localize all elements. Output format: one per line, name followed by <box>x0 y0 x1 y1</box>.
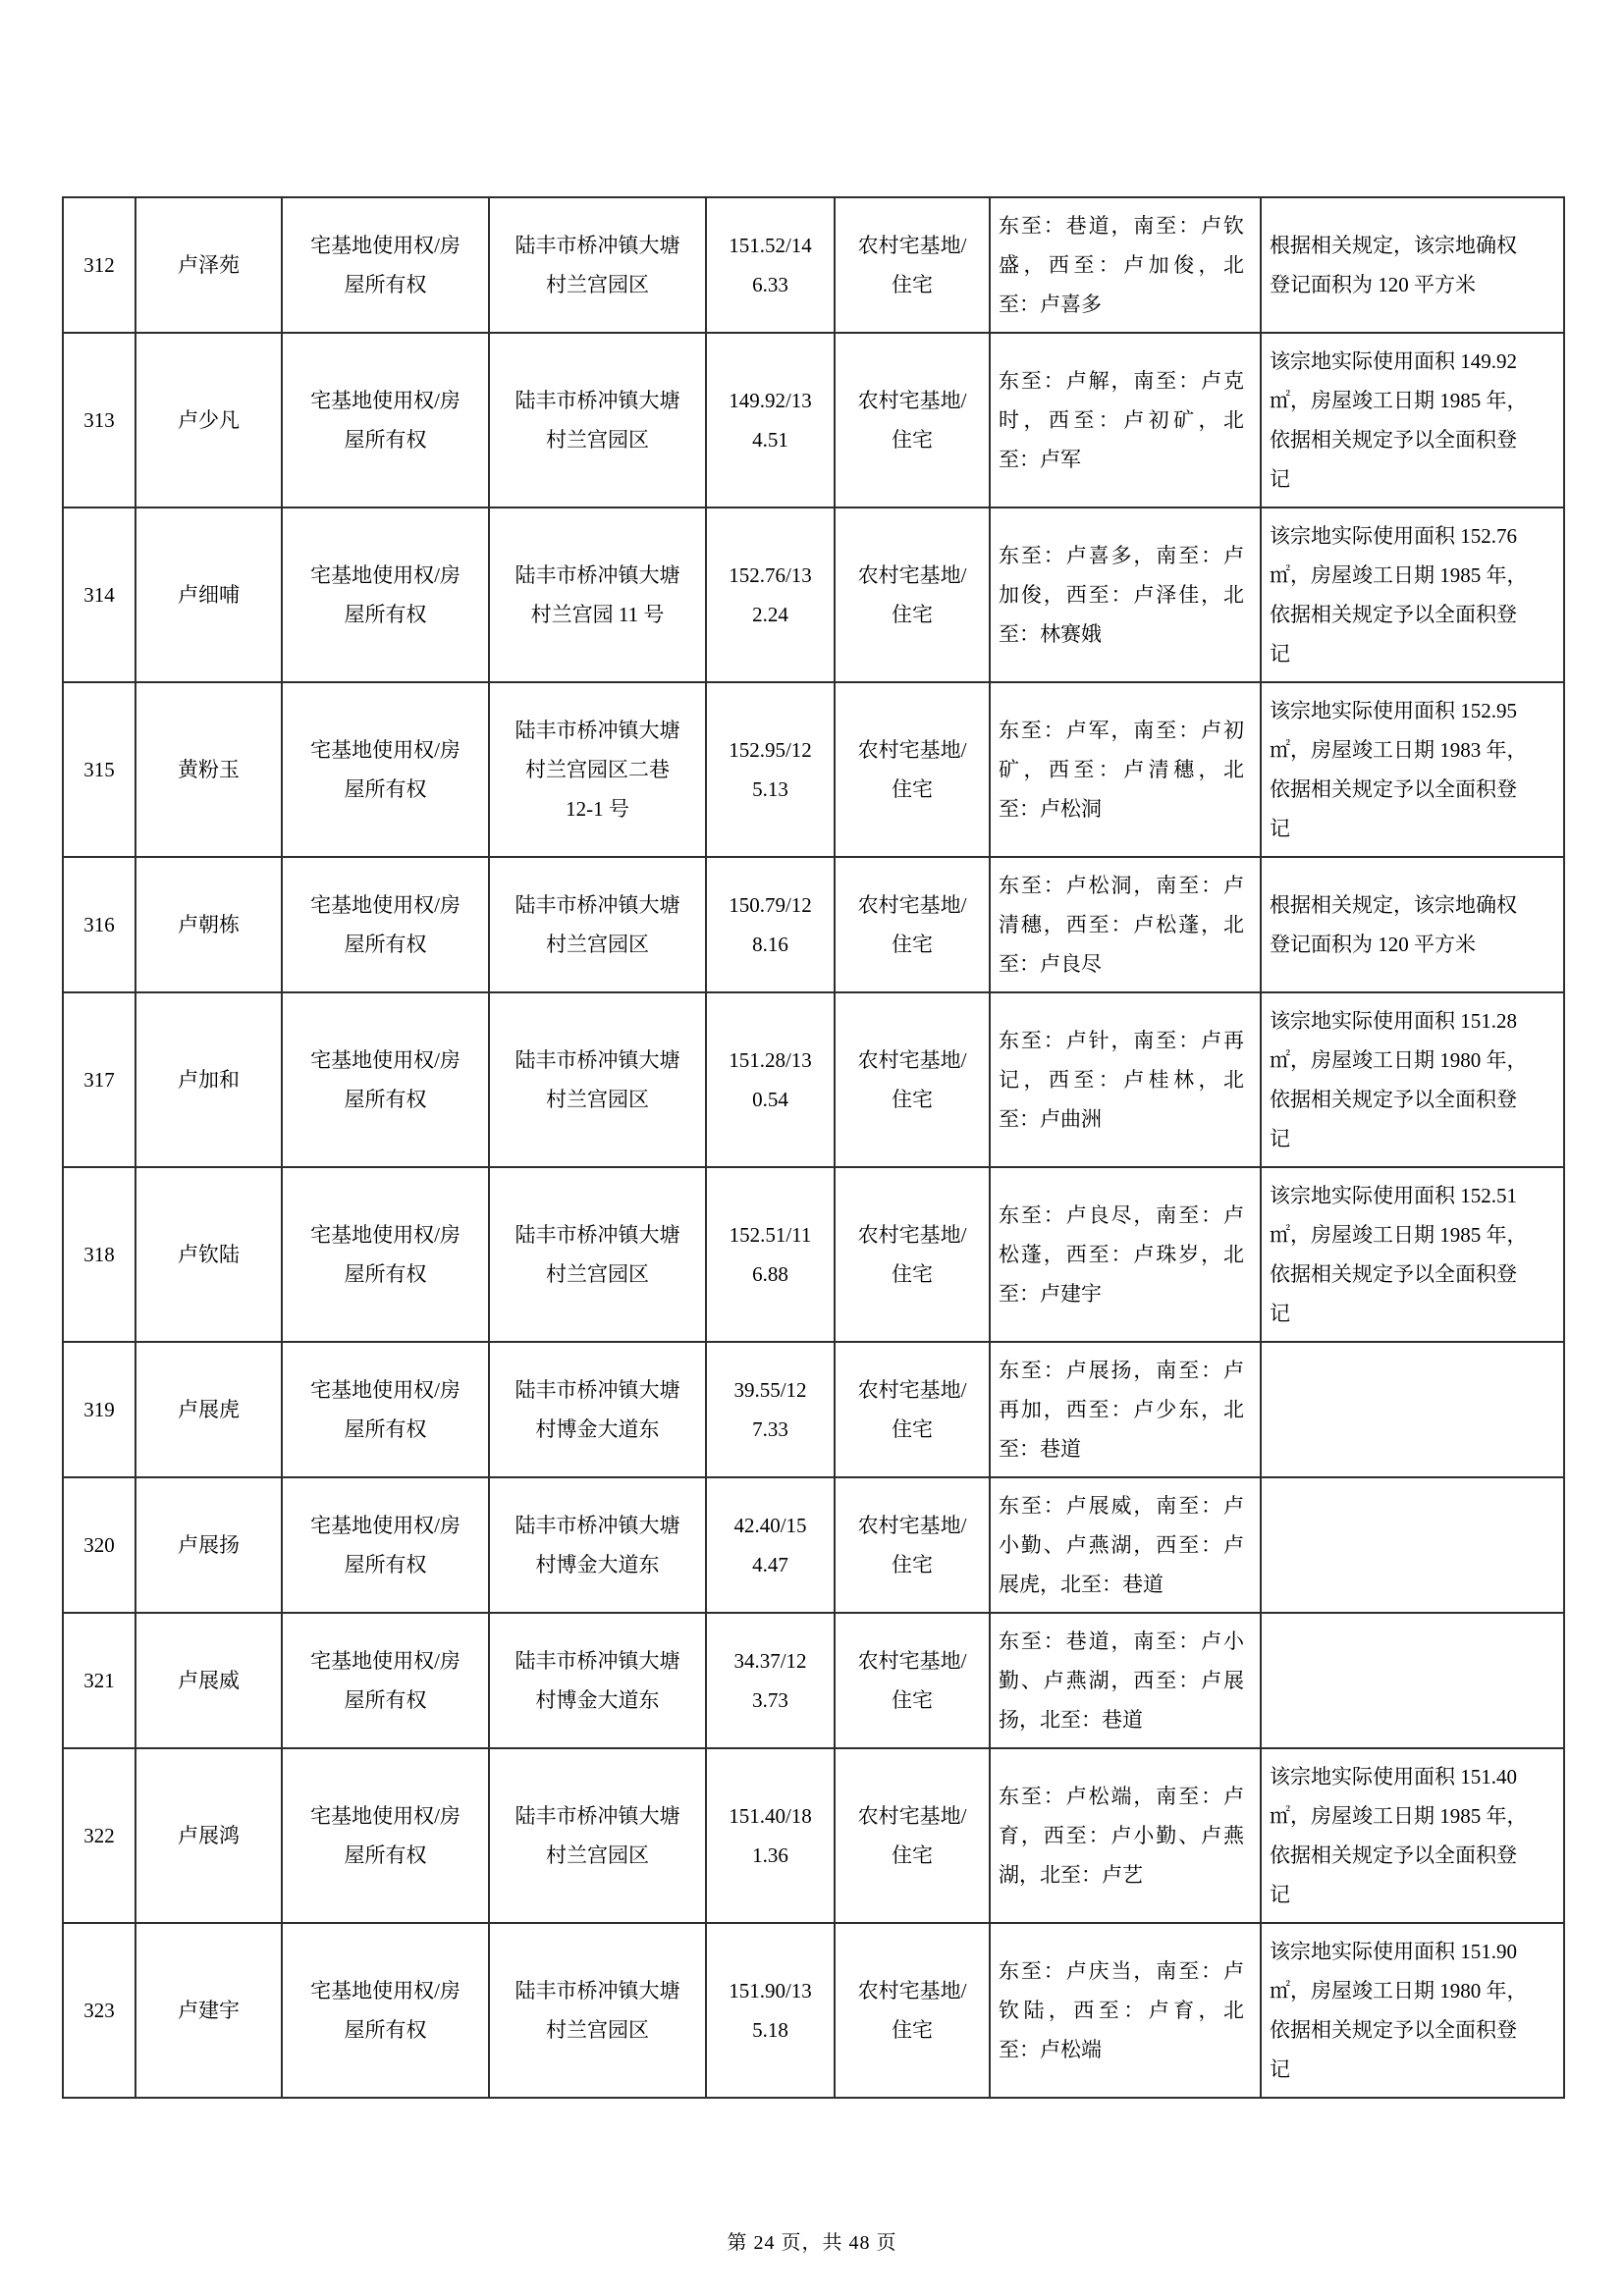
land-use-cell: 农村宅基地/住宅 <box>835 857 990 992</box>
remark-cell: 该宗地实际使用面积 151.40㎡，房屋竣工日期 1985 年，依据相关规定予以全面积登记 <box>1261 1748 1564 1923</box>
area-cell: 152.51/116.88 <box>706 1167 835 1342</box>
land-use-cell: 农村宅基地/住宅 <box>835 1748 990 1923</box>
boundary-cell: 东至：卢展扬，南至：卢再加，西至：卢少东，北至：巷道 <box>990 1342 1261 1477</box>
land-use-cell: 农村宅基地/住宅 <box>835 507 990 682</box>
right-type-cell: 宅基地使用权/房屋所有权 <box>282 1342 489 1477</box>
land-use-cell: 农村宅基地/住宅 <box>835 682 990 857</box>
table-row <box>63 1477 1564 1613</box>
land-use-cell: 农村宅基地/住宅 <box>835 197 990 333</box>
remark-cell: 该宗地实际使用面积 152.95㎡，房屋竣工日期 1983 年，依据相关规定予以全面积登记 <box>1261 682 1564 857</box>
right-type-cell: 宅基地使用权/房屋所有权 <box>282 507 489 682</box>
holder-name-cell: 卢泽苑 <box>135 197 282 333</box>
right-type-cell: 宅基地使用权/房屋所有权 <box>282 682 489 857</box>
area-cell: 42.40/154.47 <box>706 1477 835 1613</box>
remark-cell <box>1261 1477 1564 1613</box>
location-cell: 陆丰市桥冲镇大塘村兰宫园区 <box>489 857 706 992</box>
boundary-cell: 东至：卢针，南至：卢再记，西至：卢桂林，北至：卢曲洲 <box>990 992 1261 1167</box>
holder-name-cell: 卢朝栋 <box>135 857 282 992</box>
table-row <box>63 1748 1564 1923</box>
area-cell: 152.95/125.13 <box>706 682 835 857</box>
boundary-cell: 东至：卢良尽，南至：卢松蓬，西至：卢珠岁，北至：卢建宇 <box>990 1167 1261 1342</box>
location-cell: 陆丰市桥冲镇大塘村博金大道东 <box>489 1342 706 1477</box>
serial-number-cell: 316 <box>63 857 135 992</box>
table-row <box>63 1342 1564 1477</box>
location-cell: 陆丰市桥冲镇大塘村兰宫园区 <box>489 992 706 1167</box>
land-use-cell: 农村宅基地/住宅 <box>835 1477 990 1613</box>
table-row <box>63 1613 1564 1748</box>
table-row <box>63 197 1564 333</box>
remark-cell: 该宗地实际使用面积 151.28㎡，房屋竣工日期 1980 年，依据相关规定予以全面积登记 <box>1261 992 1564 1167</box>
area-cell: 150.79/128.16 <box>706 857 835 992</box>
holder-name-cell: 卢展鸿 <box>135 1748 282 1923</box>
right-type-cell: 宅基地使用权/房屋所有权 <box>282 1167 489 1342</box>
holder-name-cell: 卢展扬 <box>135 1477 282 1613</box>
land-use-cell: 农村宅基地/住宅 <box>835 1613 990 1748</box>
boundary-cell: 东至：卢松洞，南至：卢清穗，西至：卢松蓬，北至：卢良尽 <box>990 857 1261 992</box>
table-body <box>63 197 1564 2098</box>
area-cell: 151.52/146.33 <box>706 197 835 333</box>
holder-name-cell: 黄粉玉 <box>135 682 282 857</box>
serial-number-cell: 322 <box>63 1748 135 1923</box>
boundary-cell: 东至：卢展威，南至：卢小勤、卢燕湖，西至：卢展虎，北至：巷道 <box>990 1477 1261 1613</box>
location-cell: 陆丰市桥冲镇大塘村兰宫园区 <box>489 1167 706 1342</box>
holder-name-cell: 卢钦陆 <box>135 1167 282 1342</box>
location-cell: 陆丰市桥冲镇大塘村兰宫园区 <box>489 1748 706 1923</box>
table-row <box>63 857 1564 992</box>
location-cell: 陆丰市桥冲镇大塘村兰宫园区二巷 12-1 号 <box>489 682 706 857</box>
right-type-cell: 宅基地使用权/房屋所有权 <box>282 1923 489 2098</box>
land-use-cell: 农村宅基地/住宅 <box>835 333 990 507</box>
holder-name-cell: 卢少凡 <box>135 333 282 507</box>
serial-number-cell: 315 <box>63 682 135 857</box>
remark-cell: 该宗地实际使用面积 152.51㎡，房屋竣工日期 1985 年，依据相关规定予以全面积登记 <box>1261 1167 1564 1342</box>
remark-cell: 该宗地实际使用面积 152.76㎡，房屋竣工日期 1985 年，依据相关规定予以全面积登记 <box>1261 507 1564 682</box>
table-row <box>63 1923 1564 2098</box>
right-type-cell: 宅基地使用权/房屋所有权 <box>282 992 489 1167</box>
right-type-cell: 宅基地使用权/房屋所有权 <box>282 197 489 333</box>
serial-number-cell: 321 <box>63 1613 135 1748</box>
serial-number-cell: 323 <box>63 1923 135 2098</box>
area-cell: 149.92/134.51 <box>706 333 835 507</box>
holder-name-cell: 卢细哺 <box>135 507 282 682</box>
right-type-cell: 宅基地使用权/房屋所有权 <box>282 1748 489 1923</box>
boundary-cell: 东至：卢解，南至：卢克时，西至：卢初矿，北至：卢军 <box>990 333 1261 507</box>
serial-number-cell: 312 <box>63 197 135 333</box>
area-cell: 151.90/135.18 <box>706 1923 835 2098</box>
area-cell: 152.76/132.24 <box>706 507 835 682</box>
right-type-cell: 宅基地使用权/房屋所有权 <box>282 333 489 507</box>
remark-cell: 该宗地实际使用面积 149.92㎡，房屋竣工日期 1985 年，依据相关规定予以全面积登记 <box>1261 333 1564 507</box>
boundary-cell: 东至：巷道，南至：卢小勤、卢燕湖，西至：卢展扬，北至：巷道 <box>990 1613 1261 1748</box>
holder-name-cell: 卢展虎 <box>135 1342 282 1477</box>
right-type-cell: 宅基地使用权/房屋所有权 <box>282 1477 489 1613</box>
location-cell: 陆丰市桥冲镇大塘村兰宫园区 <box>489 197 706 333</box>
location-cell: 陆丰市桥冲镇大塘村博金大道东 <box>489 1613 706 1748</box>
holder-name-cell: 卢展威 <box>135 1613 282 1748</box>
land-use-cell: 农村宅基地/住宅 <box>835 1167 990 1342</box>
location-cell: 陆丰市桥冲镇大塘村兰宫园区 <box>489 333 706 507</box>
boundary-cell: 东至：卢庆当，南至：卢钦陆，西至：卢育，北至：卢松端 <box>990 1923 1261 2098</box>
holder-name-cell: 卢建宇 <box>135 1923 282 2098</box>
table-row <box>63 333 1564 507</box>
right-type-cell: 宅基地使用权/房屋所有权 <box>282 1613 489 1748</box>
area-cell: 151.28/130.54 <box>706 992 835 1167</box>
remark-cell: 根据相关规定，该宗地确权登记面积为 120 平方米 <box>1261 197 1564 333</box>
serial-number-cell: 319 <box>63 1342 135 1477</box>
boundary-cell: 东至：卢松端，南至：卢育，西至：卢小勤、卢燕湖，北至：卢艺 <box>990 1748 1261 1923</box>
remark-cell: 该宗地实际使用面积 151.90㎡，房屋竣工日期 1980 年，依据相关规定予以全面积登记 <box>1261 1923 1564 2098</box>
boundary-cell: 东至：巷道，南至：卢钦盛，西至：卢加俊，北至：卢喜多 <box>990 197 1261 333</box>
location-cell: 陆丰市桥冲镇大塘村兰宫园区 <box>489 1923 706 2098</box>
area-cell: 151.40/181.36 <box>706 1748 835 1923</box>
page-number-footer: 第 24 页，共 48 页 <box>727 2232 897 2254</box>
table-row <box>63 1167 1564 1342</box>
boundary-cell: 东至：卢喜多，南至：卢加俊，西至：卢泽佳，北至：林赛娥 <box>990 507 1261 682</box>
remark-cell <box>1261 1342 1564 1477</box>
area-cell: 34.37/123.73 <box>706 1613 835 1748</box>
land-registry-table <box>62 196 1565 2099</box>
serial-number-cell: 320 <box>63 1477 135 1613</box>
serial-number-cell: 317 <box>63 992 135 1167</box>
serial-number-cell: 318 <box>63 1167 135 1342</box>
table-row <box>63 992 1564 1167</box>
location-cell: 陆丰市桥冲镇大塘村兰宫园 11 号 <box>489 507 706 682</box>
remark-cell: 根据相关规定，该宗地确权登记面积为 120 平方米 <box>1261 857 1564 992</box>
holder-name-cell: 卢加和 <box>135 992 282 1167</box>
serial-number-cell: 314 <box>63 507 135 682</box>
land-use-cell: 农村宅基地/住宅 <box>835 992 990 1167</box>
area-cell: 39.55/127.33 <box>706 1342 835 1477</box>
land-use-cell: 农村宅基地/住宅 <box>835 1342 990 1477</box>
remark-cell <box>1261 1613 1564 1748</box>
boundary-cell: 东至：卢军，南至：卢初矿，西至：卢清穗，北至：卢松洞 <box>990 682 1261 857</box>
location-cell: 陆丰市桥冲镇大塘村博金大道东 <box>489 1477 706 1613</box>
table-row <box>63 682 1564 857</box>
table-row <box>63 507 1564 682</box>
right-type-cell: 宅基地使用权/房屋所有权 <box>282 857 489 992</box>
land-use-cell: 农村宅基地/住宅 <box>835 1923 990 2098</box>
serial-number-cell: 313 <box>63 333 135 507</box>
